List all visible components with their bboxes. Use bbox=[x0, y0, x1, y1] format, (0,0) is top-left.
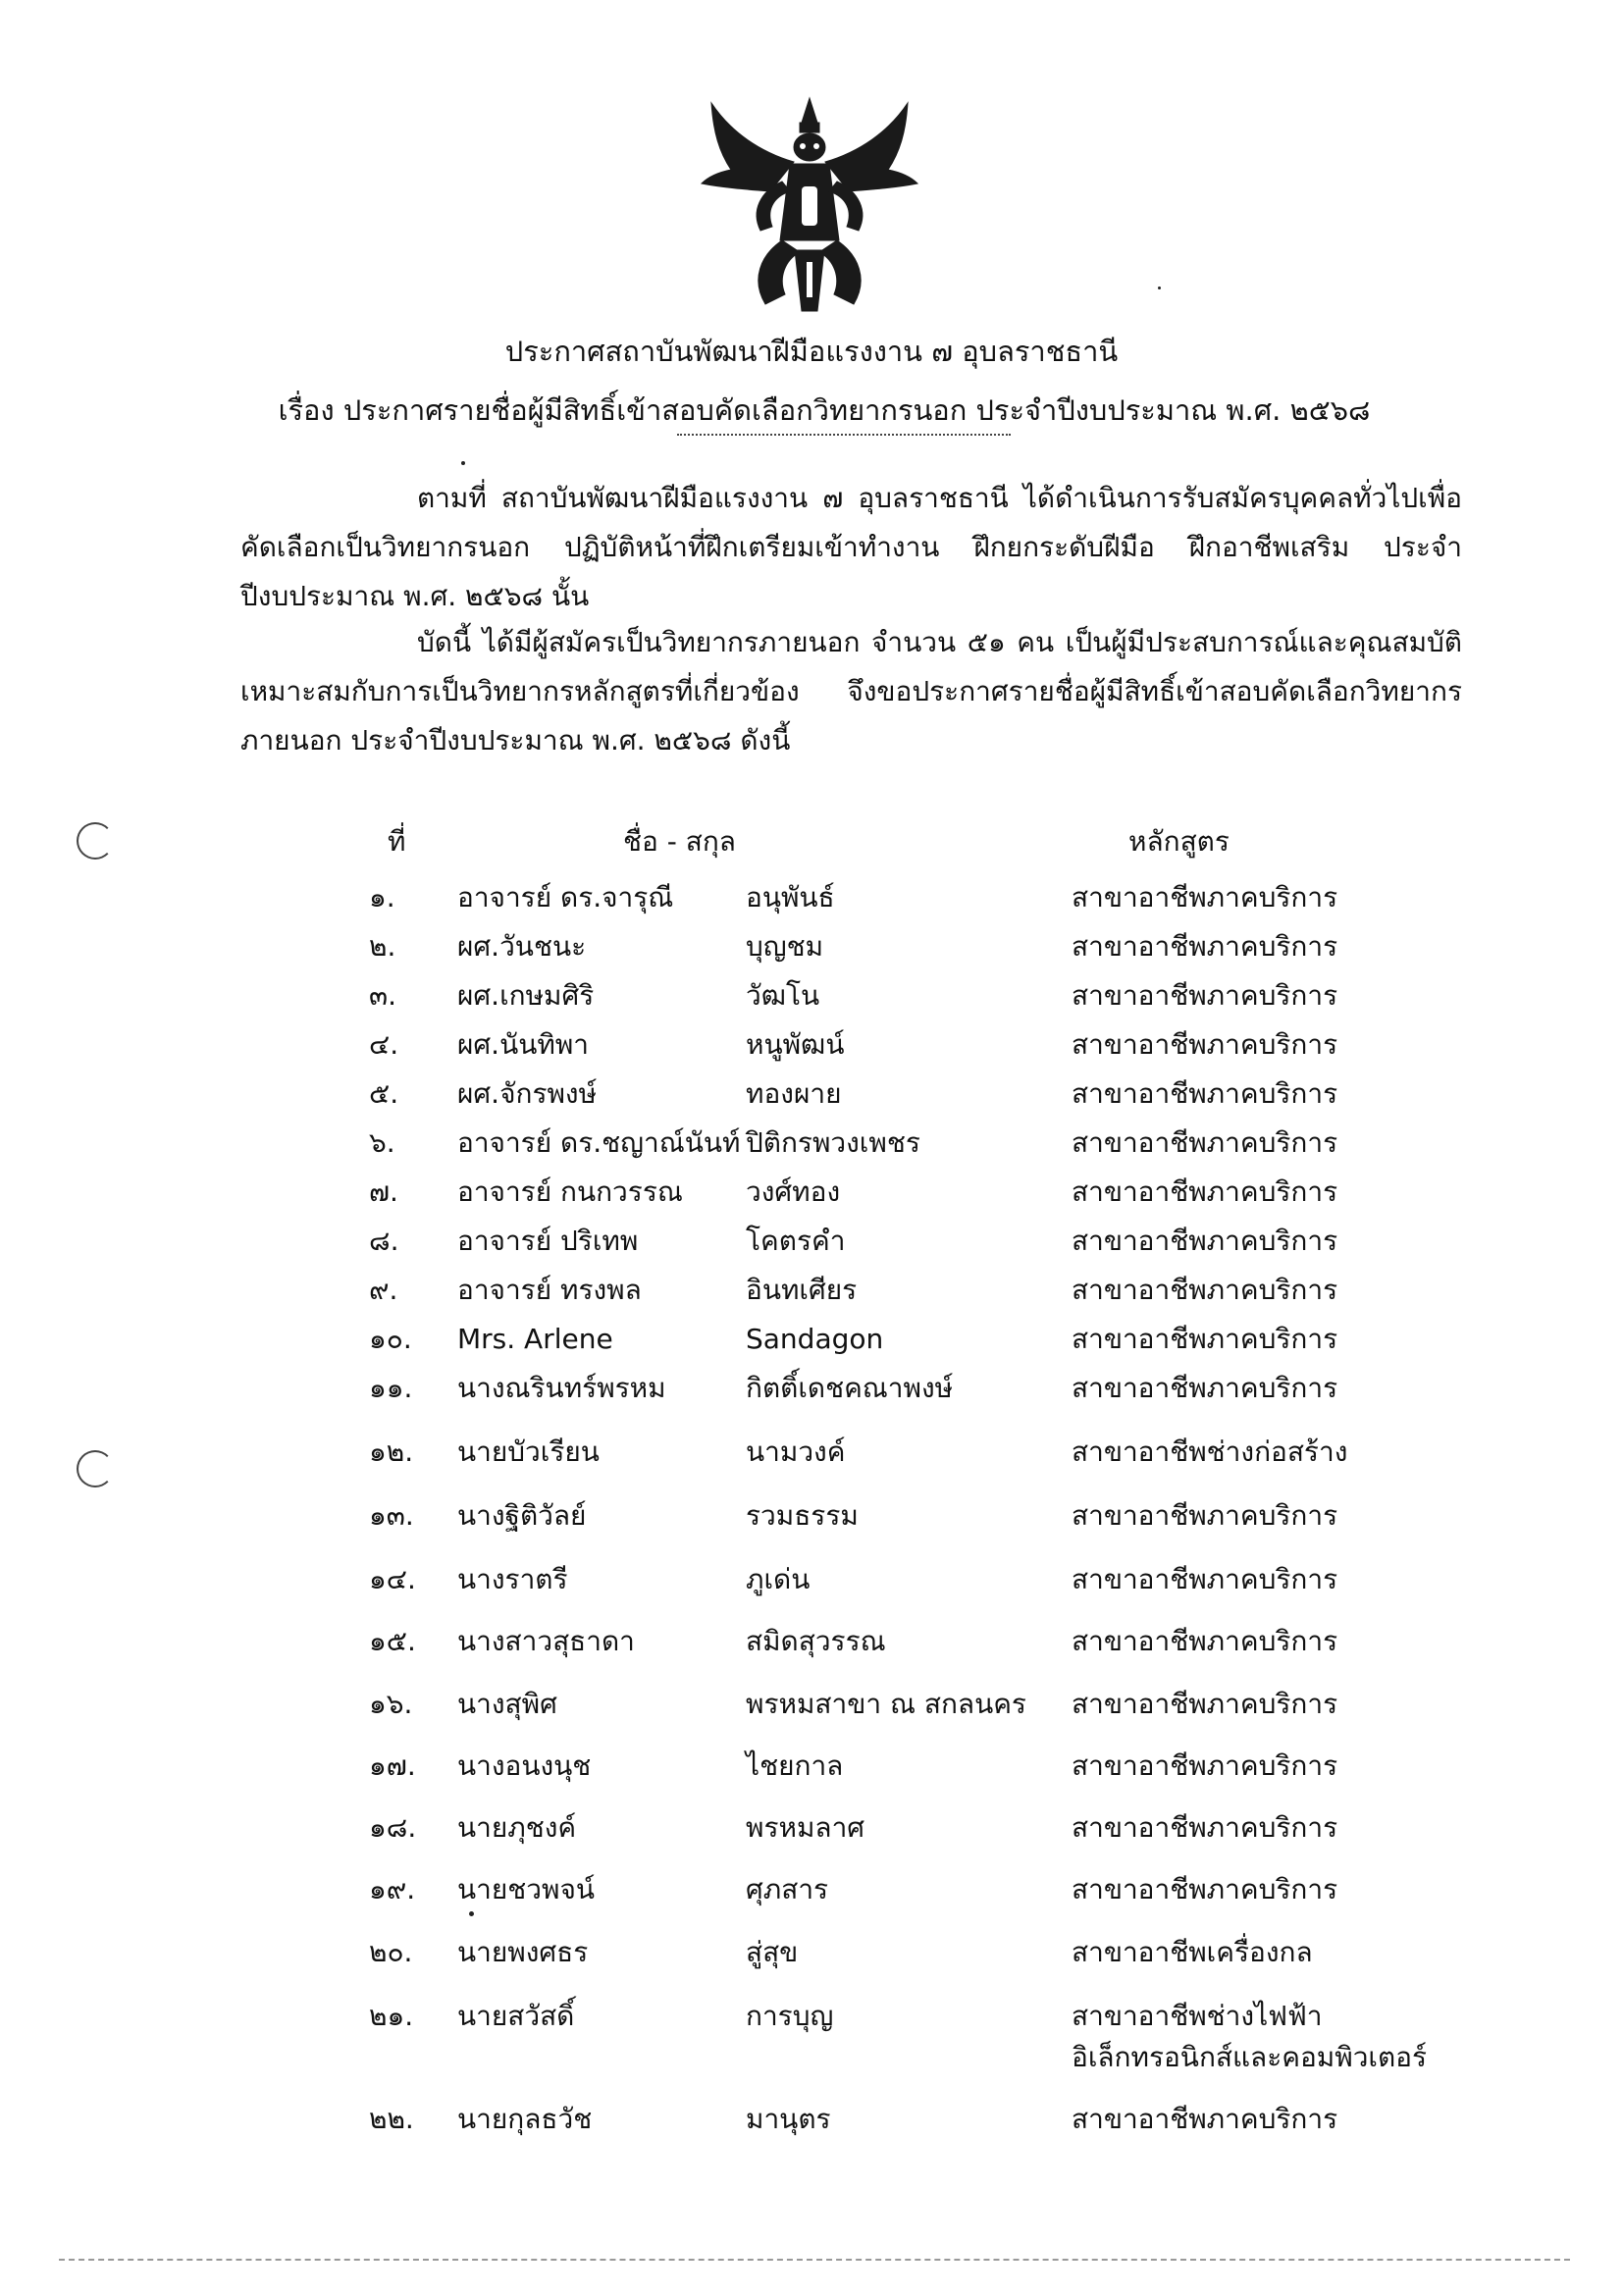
scan-footer-line bbox=[59, 2259, 1570, 2261]
row-course: สาขาอาชีพภาคบริการ bbox=[1072, 1126, 1338, 1159]
row-first-name: นายพงศธร bbox=[457, 1936, 589, 1968]
row-course-continued: อิเล็กทรอนิกส์และคอมพิวเตอร์ bbox=[1072, 2041, 1428, 2073]
row-course: สาขาอาชีพภาคบริการ bbox=[1072, 1274, 1338, 1306]
row-course: สาขาอาชีพเครื่องกล bbox=[1072, 1936, 1313, 1968]
row-first-name: นางสุพิศ bbox=[457, 1688, 557, 1720]
row-first-name: อาจารย์ ดร.จารุณี bbox=[457, 881, 674, 913]
row-number: ๒๐. bbox=[369, 1936, 413, 1968]
row-course: สาขาอาชีพภาคบริการ bbox=[1072, 2103, 1338, 2135]
row-number: ๑๐. bbox=[369, 1323, 412, 1355]
row-number: ๑๘. bbox=[369, 1811, 417, 1844]
row-first-name: อาจารย์ ดร.ชญาณ์นันท์ bbox=[457, 1126, 741, 1159]
row-first-name: นายภุชงค์ bbox=[457, 1811, 577, 1844]
row-last-name: โคตรคำ bbox=[746, 1225, 846, 1257]
row-first-name: นายกุลธวัช bbox=[457, 2103, 593, 2135]
announcement-title: ประกาศสถาบันพัฒนาฝีมือแรงงาน ๗ อุบลราชธานี bbox=[504, 335, 1119, 368]
row-course: สาขาอาชีพภาคบริการ bbox=[1072, 930, 1338, 963]
row-first-name: นายชวพจน์ bbox=[457, 1873, 595, 1905]
row-first-name: Mrs. Arlene bbox=[457, 1323, 613, 1355]
row-course: สาขาอาชีพภาคบริการ bbox=[1072, 1372, 1338, 1404]
row-first-name: นางฐิติวัลย์ bbox=[457, 1499, 587, 1532]
row-course: สาขาอาชีพภาคบริการ bbox=[1072, 1625, 1338, 1657]
row-course: สาขาอาชีพภาคบริการ bbox=[1072, 1563, 1338, 1595]
row-first-name: นางณรินทร์พรหม bbox=[457, 1372, 666, 1404]
row-course: สาขาอาชีพภาคบริการ bbox=[1072, 1225, 1338, 1257]
row-first-name: อาจารย์ กนกวรรณ bbox=[457, 1175, 683, 1208]
row-number: ๒. bbox=[369, 930, 396, 963]
row-last-name: วัฒโน bbox=[746, 979, 820, 1012]
row-number: ๑. bbox=[369, 881, 395, 913]
row-last-name: การบุญ bbox=[746, 2000, 834, 2032]
row-course: สาขาอาชีพภาคบริการ bbox=[1072, 1749, 1338, 1782]
row-last-name: พรหมสาขา ณ สกลนคร bbox=[746, 1688, 1026, 1720]
row-first-name: นางสาวสุธาดา bbox=[457, 1625, 635, 1657]
row-course: สาขาอาชีพภาคบริการ bbox=[1072, 979, 1338, 1012]
row-last-name: รวมธรรม bbox=[746, 1499, 859, 1532]
row-course: สาขาอาชีพภาคบริการ bbox=[1072, 1688, 1338, 1720]
row-number: ๑๙. bbox=[369, 1873, 416, 1905]
row-last-name: อนุพันธ์ bbox=[746, 881, 835, 913]
row-last-name: ทองผาย bbox=[746, 1077, 842, 1110]
paragraph-background-text: ตามที่ สถาบันพัฒนาฝีมือแรงงาน ๗ อุบลราชธานี ได้ดำเนินการรับสมัครบุคคลทั่วไปเพื่อคัดเลือกเป็นวิทยากรนอก ปฏิบัติหน้าที่ฝึกเตรียมเข้าทำงาน ฝึกยกระดับฝีมือ ฝึกอาชีพเสริม ประจำปีงบประมาณ พ.ศ. ๒๕๖๘ นั้น bbox=[240, 482, 1462, 612]
row-course: สาขาอาชีพช่างไฟฟ้า bbox=[1072, 2000, 1323, 2032]
row-first-name: อาจารย์ ปริเทพ bbox=[457, 1225, 639, 1257]
row-last-name: มานุตร bbox=[746, 2103, 831, 2135]
row-course: สาขาอาชีพภาคบริการ bbox=[1072, 1077, 1338, 1110]
row-number: ๒๒. bbox=[369, 2103, 414, 2135]
row-course: สาขาอาชีพภาคบริการ bbox=[1072, 1028, 1338, 1061]
row-number: ๑๓. bbox=[369, 1499, 414, 1532]
row-number: ๓. bbox=[369, 979, 397, 1012]
row-last-name: สู่สุข bbox=[746, 1936, 799, 1968]
row-last-name: ภูเด่น bbox=[746, 1563, 811, 1595]
row-number: ๑๒. bbox=[369, 1435, 414, 1468]
row-first-name: ผศ.นันทิพา bbox=[457, 1028, 589, 1061]
row-number: ๑๕. bbox=[369, 1625, 416, 1657]
row-number: ๑๔. bbox=[369, 1563, 416, 1595]
row-last-name: นามวงค์ bbox=[746, 1435, 846, 1468]
row-course: สาขาอาชีพภาคบริการ bbox=[1072, 1175, 1338, 1208]
row-first-name: นายบัวเรียน bbox=[457, 1435, 600, 1468]
row-course: สาขาอาชีพภาคบริการ bbox=[1072, 1873, 1338, 1905]
row-last-name: อินทเศียร bbox=[746, 1274, 858, 1306]
row-first-name: อาจารย์ ทรงพล bbox=[457, 1274, 642, 1306]
header-number: ที่ bbox=[388, 825, 406, 858]
row-number: ๑๗. bbox=[369, 1749, 416, 1782]
row-number: ๗. bbox=[369, 1175, 398, 1208]
header-course: หลักสูตร bbox=[1128, 825, 1230, 858]
row-last-name: กิตติ์เดชคณาพงษ์ bbox=[746, 1372, 954, 1404]
row-number: ๑๑. bbox=[369, 1372, 413, 1404]
row-last-name: ศุภสาร bbox=[746, 1873, 829, 1905]
row-first-name: นายสวัสดิ์ bbox=[457, 2000, 575, 2032]
row-course: สาขาอาชีพภาคบริการ bbox=[1072, 1323, 1338, 1355]
announcement-subject: เรื่อง ประกาศรายชื่อผู้มีสิทธิ์เข้าสอบคัดเลือกวิทยากรนอก ประจำปีงบประมาณ พ.ศ. ๒๕๖๘ bbox=[278, 393, 1371, 427]
row-first-name: ผศ.จักรพงษ์ bbox=[457, 1077, 598, 1110]
row-number: ๘. bbox=[369, 1225, 399, 1257]
row-last-name: Sandagon bbox=[746, 1323, 884, 1355]
row-course: สาขาอาชีพช่างก่อสร้าง bbox=[1072, 1435, 1348, 1468]
row-number: ๒๑. bbox=[369, 2000, 414, 2032]
row-course: สาขาอาชีพภาคบริการ bbox=[1072, 1811, 1338, 1844]
row-course: สาขาอาชีพภาคบริการ bbox=[1072, 881, 1338, 913]
row-number: ๖. bbox=[369, 1126, 395, 1159]
table-row bbox=[0, 1997, 1623, 2085]
row-last-name: ไชยกาล bbox=[746, 1749, 844, 1782]
row-last-name: ปิติกรพวงเพชร bbox=[746, 1126, 920, 1159]
header-name: ชื่อ - สกุล bbox=[623, 825, 736, 858]
row-first-name: นางราตรี bbox=[457, 1563, 568, 1595]
row-last-name: บุญชม bbox=[746, 930, 824, 963]
row-first-name: ผศ.เกษมศิริ bbox=[457, 979, 595, 1012]
row-last-name: สมิดสุวรรณ bbox=[746, 1625, 886, 1657]
row-last-name: หนูพัฒน์ bbox=[746, 1028, 845, 1061]
row-number: ๕. bbox=[369, 1077, 399, 1110]
row-number: ๔. bbox=[369, 1028, 399, 1061]
row-last-name: วงศ์ทอง bbox=[746, 1175, 841, 1208]
row-last-name: พรหมลาศ bbox=[746, 1811, 865, 1844]
row-first-name: นางอนงนุช bbox=[457, 1749, 592, 1782]
row-first-name: ผศ.วันชนะ bbox=[457, 930, 587, 963]
row-number: ๙. bbox=[369, 1274, 398, 1306]
row-number: ๑๖. bbox=[369, 1688, 413, 1720]
row-course: สาขาอาชีพภาคบริการ bbox=[1072, 1499, 1338, 1532]
paragraph-announcement-text: บัดนี้ ได้มีผู้สมัครเป็นวิทยากรภายนอก จำนวน ๕๑ คน เป็นผู้มีประสบการณ์และคุณสมบัติเหมาะสมกับการเป็นวิทยากรหลักสูตรที่เกี่ยวข้อง จึงขอประกาศรายชื่อผู้มีสิทธิ์เข้าสอบคัดเลือกวิทยากรภายนอก ประจำปีงบประมาณ พ.ศ. ๒๕๖๘ ดังนี้ bbox=[240, 626, 1462, 757]
scan-speck bbox=[469, 1911, 474, 1916]
